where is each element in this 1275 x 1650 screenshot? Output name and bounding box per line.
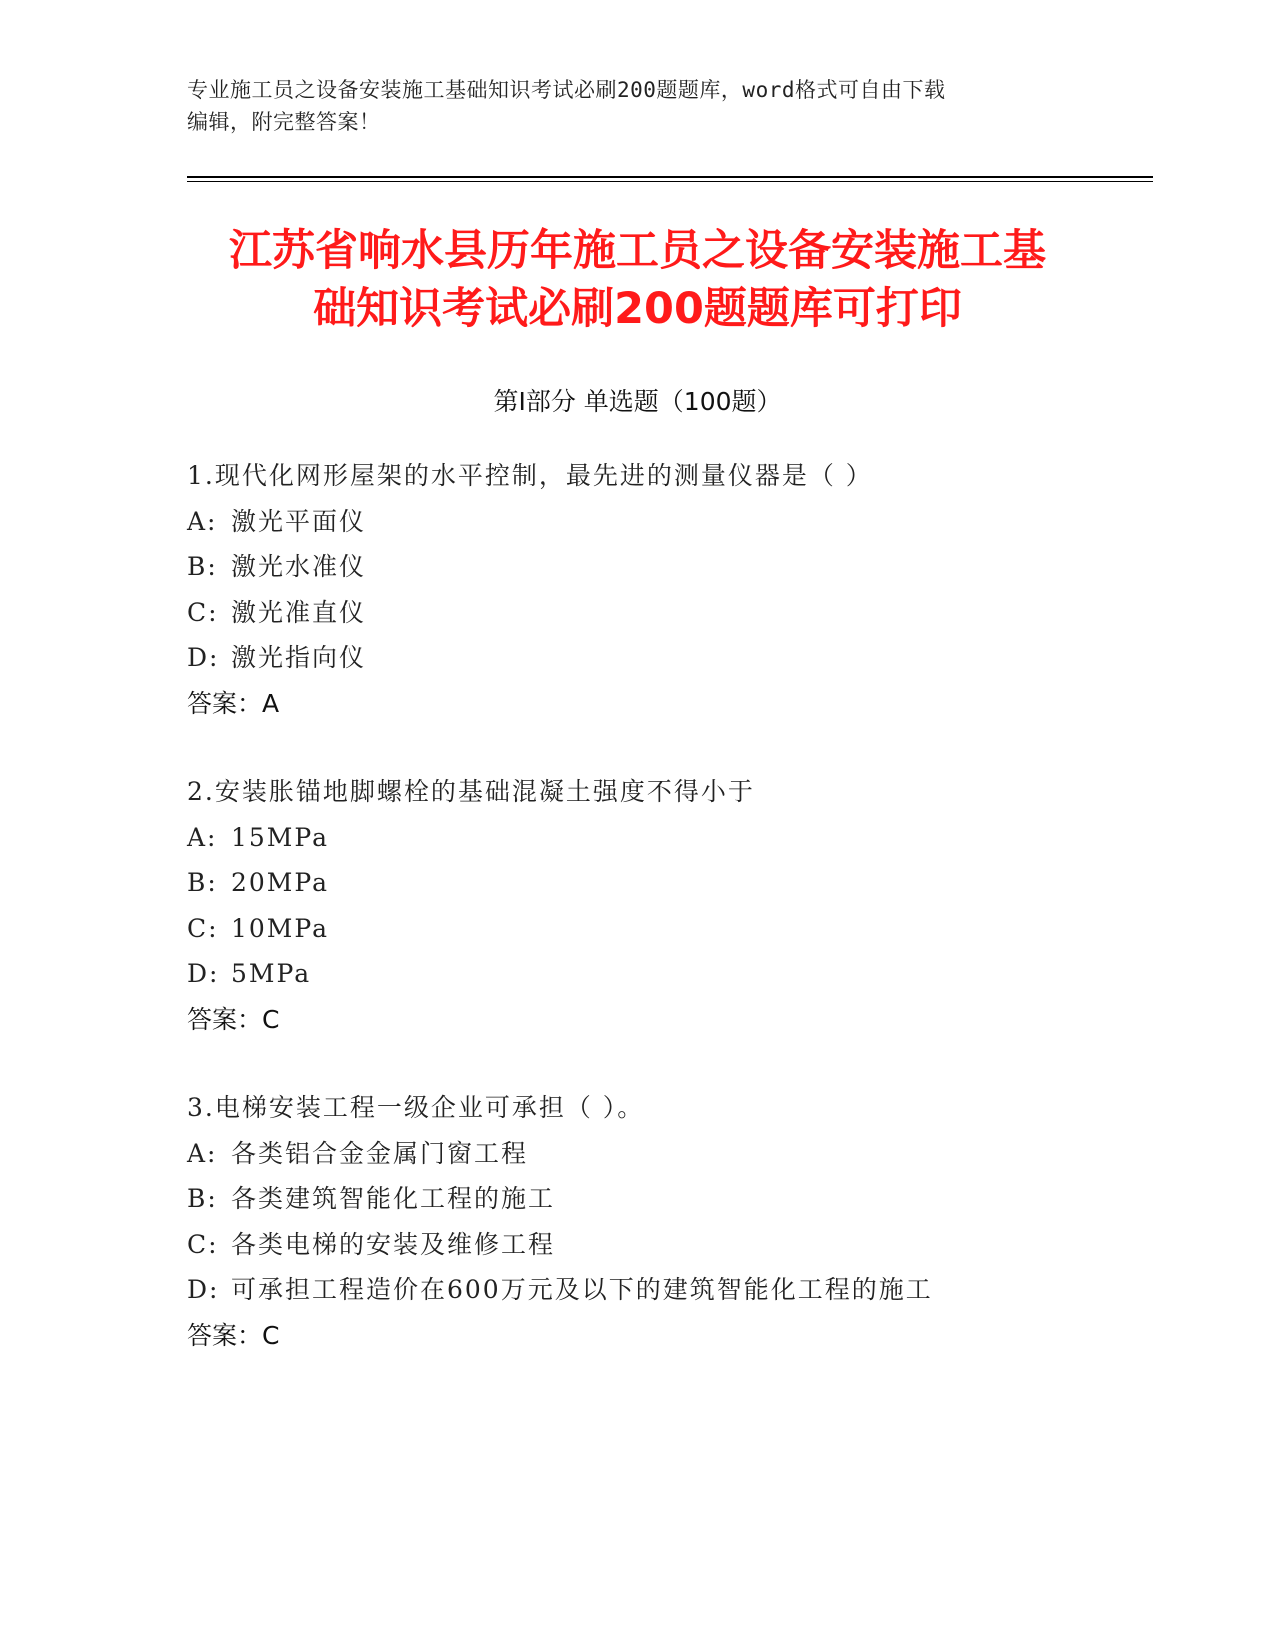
question-option-c	[187, 590, 1187, 636]
question-option-d	[187, 635, 1187, 681]
header-note	[187, 74, 1067, 138]
option-letter: B:	[187, 868, 218, 897]
question-option-c	[187, 1222, 1187, 1268]
header-divider-thin	[187, 181, 1153, 182]
document-title	[150, 222, 1125, 338]
question-answer: 答案：A	[187, 688, 280, 718]
document-title-line-1: 江苏省响水县历年施工员之设备安装施工基	[229, 226, 1046, 276]
option-text: 5MPa	[231, 959, 312, 988]
question-answer: 答案：C	[187, 1004, 280, 1034]
option-text: 各类电梯的安装及维修工程	[231, 1229, 556, 1259]
option-letter: A:	[187, 822, 218, 852]
option-letter: A:	[187, 506, 218, 536]
question-option-b	[187, 1176, 1187, 1222]
question-stem: 2.安装胀锚地脚螺栓的基础混凝土强度不得小于	[187, 777, 755, 806]
option-letter: D:	[187, 1275, 220, 1304]
question-option-d	[187, 951, 1187, 997]
option-letter: D:	[187, 643, 220, 672]
option-text: 激光平面仪	[231, 506, 367, 536]
option-letter: C:	[187, 597, 219, 627]
question-option-b	[187, 544, 1187, 590]
question-2	[187, 769, 1187, 1042]
section-title: 第Ⅰ部分 单选题（100题）	[493, 387, 782, 416]
header-note-line-2: 编辑，附完整答案！	[187, 110, 381, 134]
option-text: 15MPa	[231, 822, 330, 852]
option-text: 激光水准仪	[231, 552, 367, 581]
option-text: 激光准直仪	[231, 597, 367, 627]
option-text: 各类建筑智能化工程的施工	[231, 1184, 556, 1213]
question-stem: 1.现代化网形屋架的水平控制，最先进的测量仪器是（ ）	[187, 461, 873, 490]
question-option-a	[187, 815, 1187, 861]
option-text: 20MPa	[231, 868, 330, 897]
question-1	[187, 453, 1187, 726]
question-option-c	[187, 906, 1187, 952]
option-letter: C:	[187, 913, 219, 943]
option-letter: B:	[187, 1184, 218, 1213]
option-letter: B:	[187, 552, 218, 581]
header-note-line-1: 专业施工员之设备安装施工基础知识考试必刷200题题库，word格式可自由下载	[187, 78, 946, 102]
header-divider-thick	[187, 176, 1153, 178]
question-option-a	[187, 499, 1187, 545]
option-text: 10MPa	[231, 913, 330, 943]
option-text: 可承担工程造价在600万元及以下的建筑智能化工程的施工	[231, 1275, 933, 1304]
question-answer: 答案：C	[187, 1320, 280, 1350]
question-option-b	[187, 860, 1187, 906]
question-3	[187, 1085, 1187, 1358]
option-text: 各类铝合金金属门窗工程	[231, 1138, 529, 1168]
question-stem: 3.电梯安装工程一级企业可承担（ ）。	[187, 1093, 645, 1122]
option-text: 激光指向仪	[231, 643, 367, 672]
option-letter: A:	[187, 1138, 218, 1168]
option-letter: C:	[187, 1229, 219, 1259]
question-option-d	[187, 1267, 1187, 1313]
document-title-line-2: 础知识考试必刷200题题库可打印	[313, 284, 962, 334]
option-letter: D:	[187, 959, 220, 988]
question-option-a	[187, 1131, 1187, 1177]
